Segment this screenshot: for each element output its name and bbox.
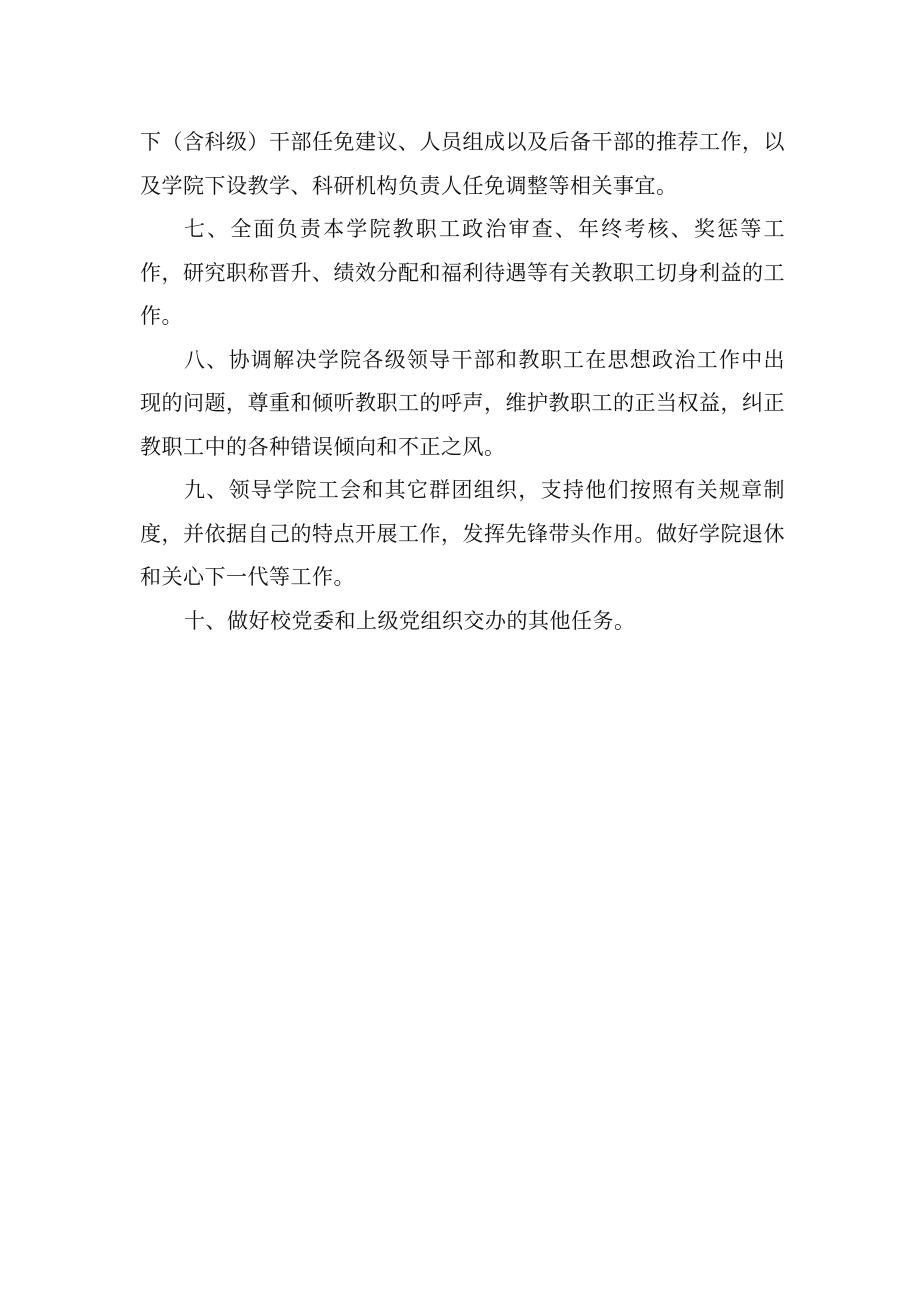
paragraph-continuation: 下（含科级）干部任免建议、人员组成以及后备干部的推荐工作，以及学院下设教学、科研机构负责人任免调整等相关事宜。 bbox=[140, 130, 785, 198]
document-body bbox=[140, 121, 785, 643]
paragraph-item-9: 九、领导学院工会和其它群团组织，支持他们按照有关规章制度，并依据自己的特点开展工作，发挥先锋带头作用。做好学院退休和关心下一代等工作。 bbox=[140, 478, 785, 589]
paragraph-item-10: 十、做好校党委和上级党组织交办的其他任务。 bbox=[184, 608, 636, 633]
paragraph-item-7: 七、全面负责本学院教职工政治审查、年终考核、奖惩等工作，研究职称晋升、绩效分配和福利待遇等有关教职工切身利益的工作。 bbox=[140, 217, 785, 328]
paragraph-item-8: 八、协调解决学院各级领导干部和教职工在思想政治工作中出现的问题，尊重和倾听教职工的呼声，维护教职工的正当权益，纠正教职工中的各种错误倾向和不正之风。 bbox=[140, 347, 785, 459]
